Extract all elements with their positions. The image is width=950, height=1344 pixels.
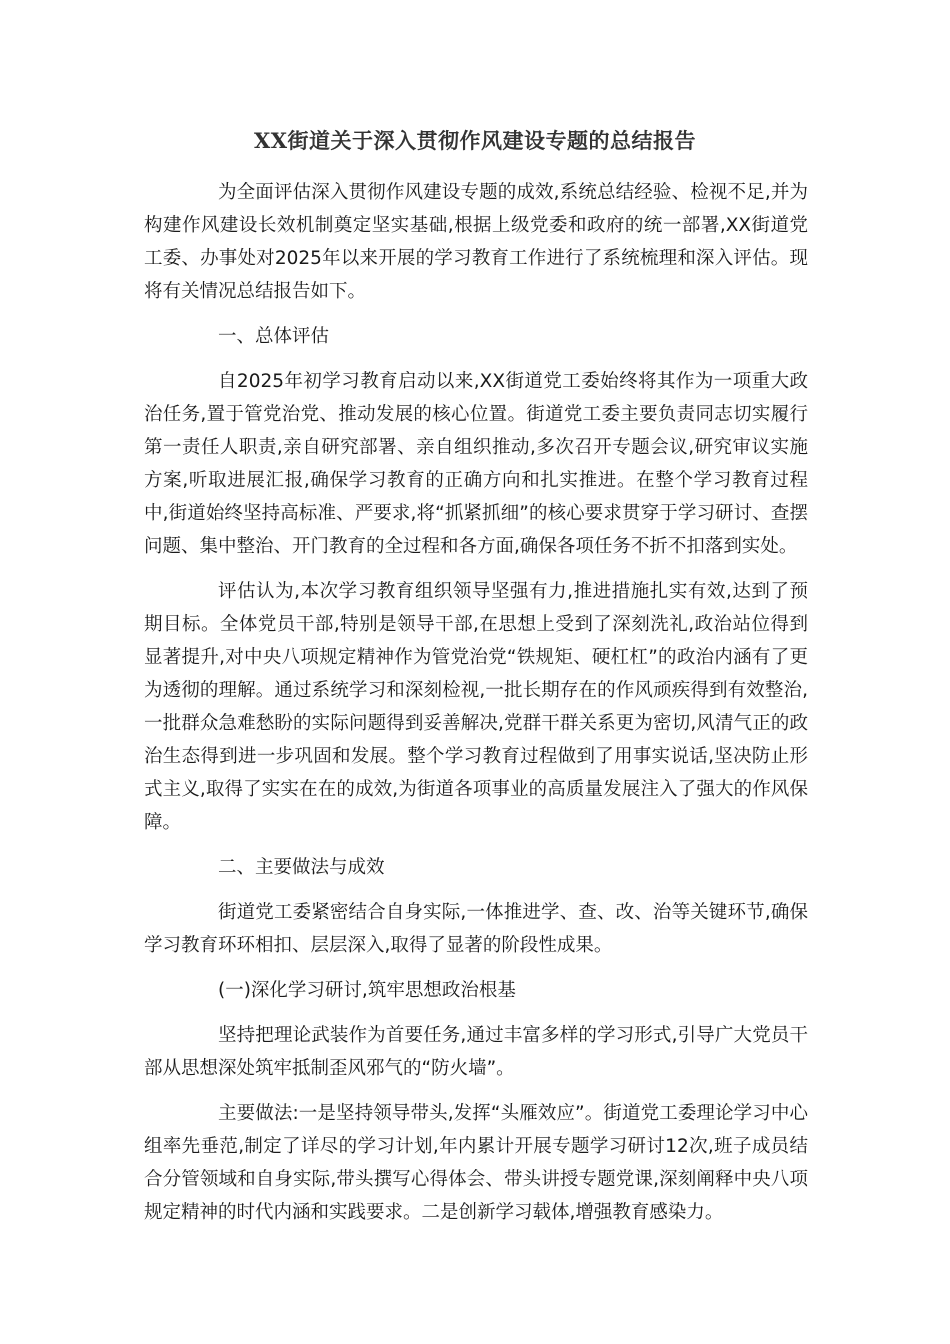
intro-paragraph: 为全面评估深入贯彻作风建设专题的成效,系统总结经验、检视不足,并为构建作风建设长效机制奠定坚实基础,根据上级党委和政府的统一部署,XX街道党工委、办事处对2025年以来开展的学习教育工作进行了系统梳理和深入评估。现将有关情况总结报告如下。	[144, 182, 808, 302]
paragraph: 自2025年初学习教育启动以来,XX街道党工委始终将其作为一项重大政治任务,置于管党治党、推动发展的核心位置。街道党工委主要负责同志切实履行第一责任人职责,亲自研究部署、亲自组织推动,多次召开专题会议,研究审议实施方案,听取进展汇报,确保学习教育的正确方向和扎实推进。在整个学习教育过程中,街道始终坚持高标准、严要求,将“抓紧抓细”的核心要求贯穿于学习研讨、查摆问题、集中整治、开门教育的全过程和各方面,确保各项任务不折不扣落到实处。	[144, 371, 808, 557]
paragraph: 坚持把理论武装作为首要任务,通过丰富多样的学习形式,引导广大党员干部从思想深处筑牢抵制歪风邪气的“防火墙”。	[144, 1025, 808, 1079]
paragraph: 街道党工委紧密结合自身实际,一体推进学、查、改、治等关键环节,确保学习教育环环相扣、层层深入,取得了显著的阶段性成果。	[144, 902, 808, 956]
subsection-heading-1: (一)深化学习研讨,筑牢思想政治根基	[218, 980, 516, 1001]
section-heading-2: 二、主要做法与成效	[218, 857, 385, 878]
paragraph: 评估认为,本次学习教育组织领导坚强有力,推进措施扎实有效,达到了预期目标。全体党员干部,特别是领导干部,在思想上受到了深刻洗礼,政治站位得到显著提升,对中央八项规定精神作为管党治党“铁规矩、硬杠杠”的政治内涵有了更为透彻的理解。通过系统学习和深刻检视,一批长期存在的作风顽疾得到有效整治,一批群众急难愁盼的实际问题得到妥善解决,党群干群关系更为密切,风清气正的政治生态得到进一步巩固和发展。整个学习教育过程做到了用事实说话,坚决防止形式主义,取得了实实在在的成效,为街道各项事业的高质量发展注入了强大的作风保障。	[144, 581, 808, 833]
document-title: XX街道关于深入贯彻作风建设专题的总结报告	[253, 128, 697, 153]
paragraph: 主要做法:一是坚持领导带头,发挥“头雁效应”。街道党工委理论学习中心组率先垂范,制定了详尽的学习计划,年内累计开展专题学习研讨12次,班子成员结合分管领域和自身实际,带头撰写心得体会、带头讲授专题党课,深刻阐释中央八项规定精神的时代内涵和实践要求。二是创新学习载体,增强教育感染力。	[144, 1103, 808, 1223]
section-heading-1: 一、总体评估	[218, 326, 330, 347]
document-body	[144, 176, 808, 1241]
